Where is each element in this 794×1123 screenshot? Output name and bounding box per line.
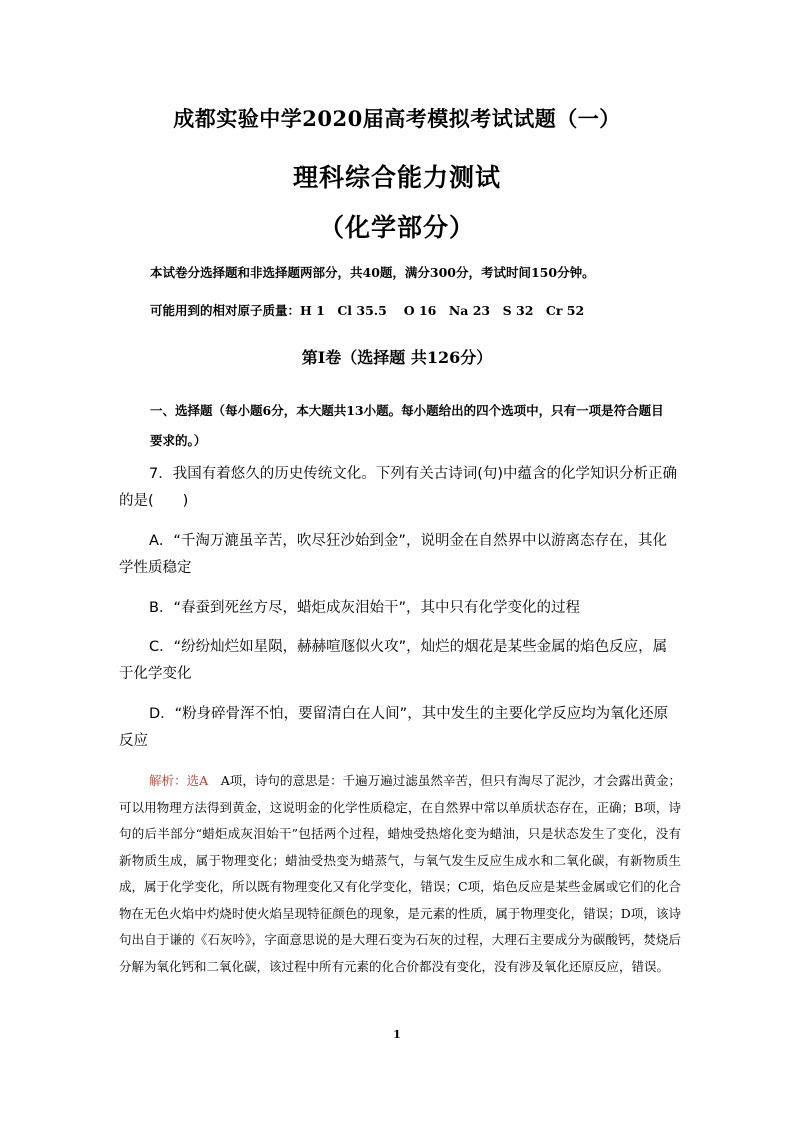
section-heading: 第Ⅰ卷（选择题 共126分） — [301, 348, 493, 367]
option-d: D．“粉身碎骨浑不怕，要留清白在人间”，其中发生的主要化学反应均为氧化还原反应 — [119, 706, 669, 749]
exam-part: （化学部分） — [318, 213, 475, 242]
exam-subtitle: 理科综合能力测试 — [292, 163, 501, 192]
analysis-label: 解析：选A — [149, 773, 209, 788]
atomic-mass-note: 可能用到的相对原子质量：H 1 Cl 35.5 O 16 Na 23 S 32 Cr 52 — [150, 303, 585, 318]
analysis-text: A项，诗句的意思是：千遍万遍过滤虽然辛苦，但只有淘尽了泥沙，才会露出黄金；可以用物理方法得到黄金，这说明金的化学性质稳定，在自然界中常以单质状态存在，正确；B项，诗句的后半部分“蜡炬成灰泪始干”包括两个过程，蜡烛受热熔化变为蜡油，只是状态发生了变化，没有新物质生成，属于物理变化；蜡油受热变为蜡蒸气，与氧气发生反应生成水和二氧化碳，有新物质生成，属于化学变化，所以既有物理变化又有化学变化，错误；C项，焰色反应是某些金属或它们的化合物在无色火焰中灼烧时使火焰呈现特征颜色的现象，是元素的性质，属于物理变化，错误；D项，该诗句出自于谦的《石灰吟》，字面意思说的是大理石变为石灰的过程，大理石主要成分为碳酸钙，焚烧后分解为氧化钙和二氧化碳，该过程中所有元素的化合价都没有变化，没有涉及氧化还原反应，错误。 — [119, 773, 682, 974]
option-a: A．“千淘万漉虽辛苦，吹尽狂沙始到金”，说明金在自然界中以游离态存在，其化学性质稳定 — [119, 533, 667, 576]
question-stem: 7．我国有着悠久的历史传统文化。下列有关古诗词(句)中蕴含的化学知识分析正确的是( ) — [119, 466, 678, 509]
option-b: B．“春蚕到死丝方尽，蜡炬成灰泪始干”，其中只有化学变化的过程 — [149, 600, 580, 616]
exam-title: 成都实验中学2020届高考模拟考试试题（一） — [173, 106, 621, 131]
page-number: 1 — [393, 1028, 401, 1041]
analysis-block — [119, 768, 681, 980]
option-c: C．“纷纷灿烂如星陨，赫赫喧豗似火攻”，灿烂的烟花是某些金属的焰色反应，属于化学变化 — [119, 639, 668, 682]
exam-structure-note: 本试卷分选择题和非选择题两部分，共40题，满分300分，考试时间150分钟。 — [150, 265, 595, 280]
section-intro: 一、选择题（每小题6分，本大题共13小题。每小题给出的四个选项中，只有一项是符合题目要求的。） — [150, 403, 664, 448]
